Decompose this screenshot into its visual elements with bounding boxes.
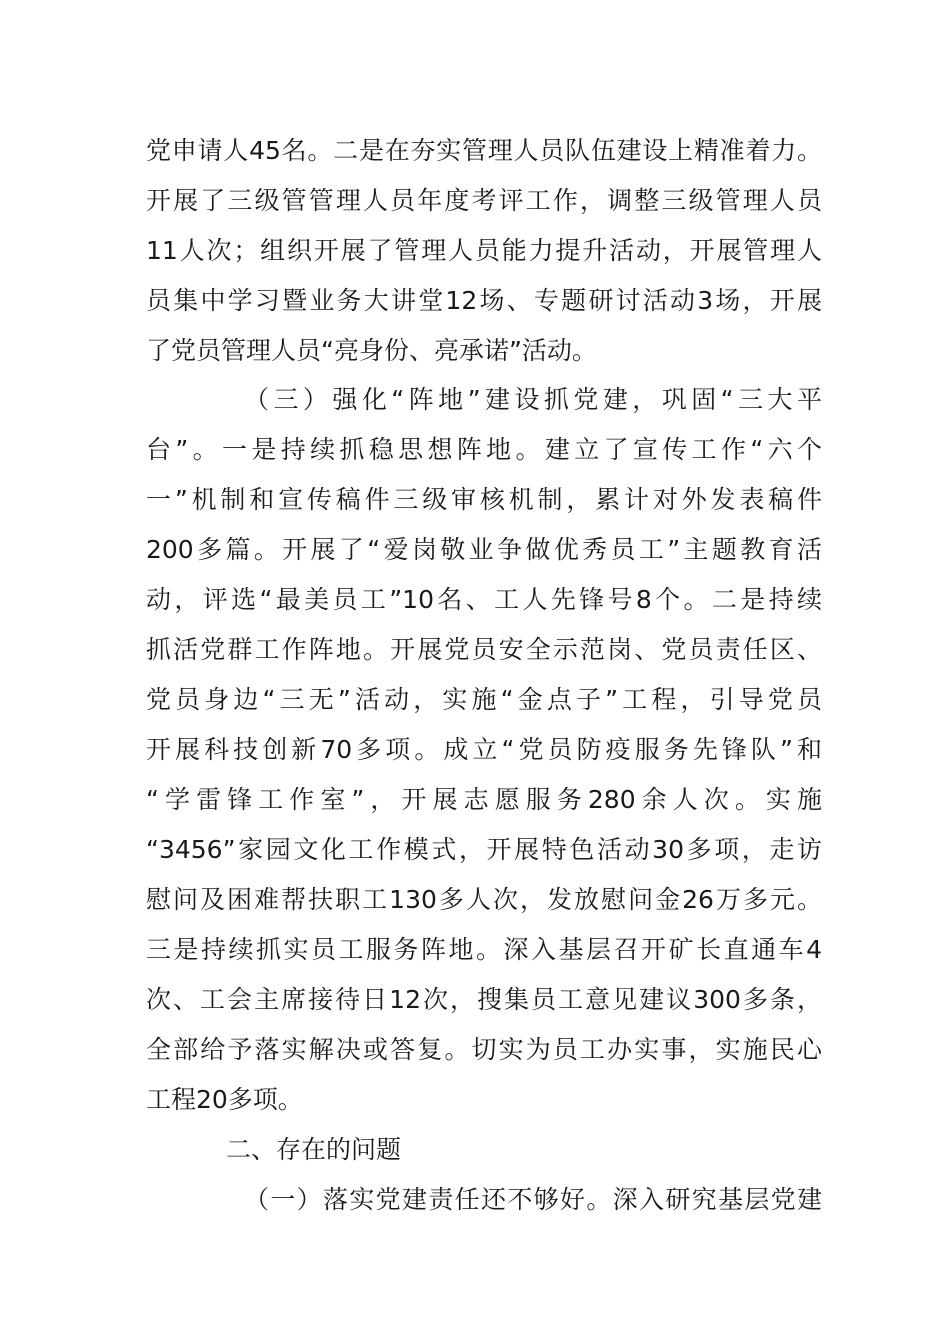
section-title: 二、存在的问题 xyxy=(226,1135,402,1164)
paragraph-line: 抓活党群工作阵地。开展党员安全示范岗、党员责任区、 xyxy=(146,635,822,664)
paragraph-line: 200多篇。开展了“爱岗敬业争做优秀员工”主题教育活 xyxy=(146,535,822,564)
paragraph-line: “3456”家园文化工作模式，开展特色活动30多项，走访 xyxy=(146,835,822,864)
paragraph-line: 动，评选“最美员工”10名、工人先锋号8个。二是持续 xyxy=(146,585,822,614)
paragraph-line: 开展科技创新70多项。成立“党员防疫服务先锋队”和 xyxy=(146,735,822,764)
paragraph-line: 员集中学习暨业务大讲堂12场、专题研讨活动3场，开展 xyxy=(146,286,822,315)
paragraph-line: 三是持续抓实员工服务阵地。深入基层召开矿长直通车4 xyxy=(146,935,822,964)
paragraph-line: 党申请人45名。二是在夯实管理人员队伍建设上精准着力。 xyxy=(146,136,822,165)
paragraph-line: 开展了三级管管理人员年度考评工作，调整三级管理人员 xyxy=(146,186,822,215)
paragraph-line: “学雷锋工作室”，开展志愿服务280余人次。实施 xyxy=(146,785,822,814)
paragraph-line: 次、工会主席接待日12次，搜集员工意见建议300多条， xyxy=(146,985,822,1014)
paragraph-line: 11人次；组织开展了管理人员能力提升活动，开展管理人 xyxy=(146,236,822,265)
paragraph-line: 工程20多项。 xyxy=(146,1085,303,1114)
paragraph-line: 台”。一是持续抓稳思想阵地。建立了宣传工作“六个 xyxy=(146,435,822,464)
paragraph-line: 党员身边“三无”活动，实施“金点子”工程，引导党员 xyxy=(146,685,822,714)
paragraph-line: 全部给予落实解决或答复。切实为员工办实事，实施民心 xyxy=(146,1035,822,1064)
paragraph-line: 了党员管理人员“亮身份、亮承诺”活动。 xyxy=(146,336,597,365)
paragraph-line: 慰问及困难帮扶职工130多人次，发放慰问金26万多元。 xyxy=(146,885,822,914)
subsection-heading-line: （一）落实党建责任还不够好。深入研究基层党建 xyxy=(244,1185,822,1214)
section-heading-line: （三）强化“阵地”建设抓党建，巩固“三大平 xyxy=(244,385,822,414)
paragraph-line: 一”机制和宣传稿件三级审核机制，累计对外发表稿件 xyxy=(146,485,822,514)
